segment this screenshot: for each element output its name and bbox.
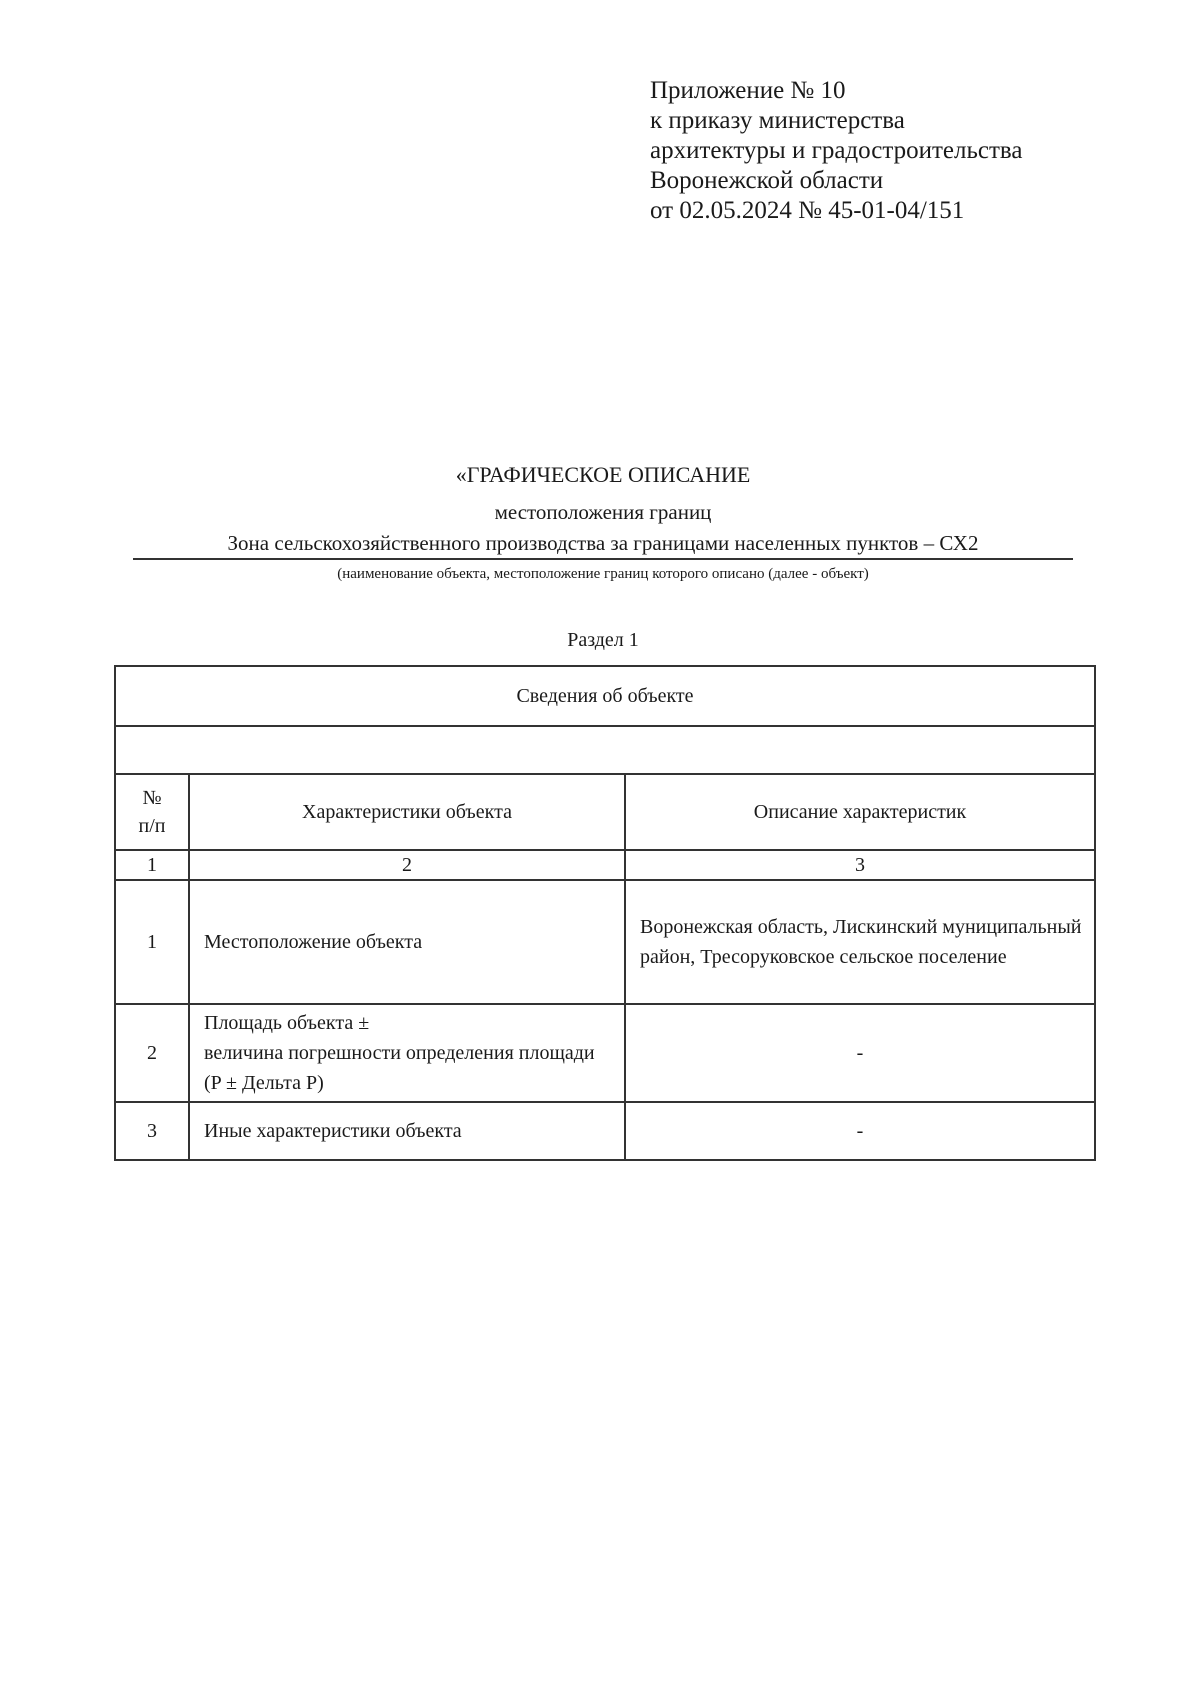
index-cell-2: 2 bbox=[189, 850, 625, 880]
header-characteristics: Характеристики объекта bbox=[189, 774, 625, 850]
row-characteristic: Иные характеристики объекта bbox=[189, 1102, 625, 1160]
row-characteristic bbox=[189, 1004, 625, 1102]
table-row bbox=[115, 1004, 1095, 1102]
table-blank-cell bbox=[115, 726, 1095, 774]
table-row bbox=[115, 880, 1095, 1004]
table-heading: Сведения об объекте bbox=[115, 666, 1095, 726]
object-info-table bbox=[114, 665, 1096, 1161]
header-number-abbr: п/п bbox=[138, 815, 166, 837]
document-title: «ГРАФИЧЕСКОЕ ОПИСАНИЕ bbox=[455, 462, 751, 487]
header-number-sign: № bbox=[142, 787, 162, 809]
row-characteristic: Местоположение объекта bbox=[189, 880, 625, 1004]
index-cell-1: 1 bbox=[115, 850, 189, 880]
row-number: 1 bbox=[115, 880, 189, 1004]
table-header-row bbox=[115, 774, 1095, 850]
appendix-ministry-line: архитектуры и градостроительства bbox=[650, 137, 1023, 164]
object-name-caption: (наименование объекта, местоположение границ которого описано (далее - объект) bbox=[337, 566, 869, 582]
row-characteristic-line1: Площадь объекта ± bbox=[204, 1012, 370, 1034]
row-description: - bbox=[625, 1102, 1095, 1160]
row-characteristic-line2: величина погрешности определения площади (P ± Дельта P) bbox=[204, 1042, 595, 1094]
row-description: Воронежская область, Лискинский муниципальный район, Тресоруковское сельское поселение bbox=[625, 880, 1095, 1004]
appendix-order-line: к приказу министерства bbox=[650, 107, 905, 134]
appendix-region-line: Воронежской области bbox=[650, 167, 884, 194]
appendix-date-line: от 02.05.2024 № 45-01-04/151 bbox=[650, 197, 965, 224]
appendix-header bbox=[650, 76, 1022, 226]
header-description: Описание характеристик bbox=[625, 774, 1095, 850]
row-description: - bbox=[625, 1004, 1095, 1102]
table-index-row bbox=[115, 850, 1095, 880]
row-number: 2 bbox=[115, 1004, 189, 1102]
appendix-number: Приложение № 10 bbox=[650, 77, 846, 104]
header-number bbox=[115, 774, 189, 850]
table-heading-row bbox=[115, 666, 1095, 726]
table-row bbox=[115, 1102, 1095, 1160]
row-number: 3 bbox=[115, 1102, 189, 1160]
table-blank-row bbox=[115, 726, 1095, 774]
document-subtitle: местоположения границ bbox=[494, 500, 712, 524]
index-cell-3: 3 bbox=[625, 850, 1095, 880]
section-label: Раздел 1 bbox=[567, 629, 639, 651]
object-name: Зона сельскохозяйственного производства за границами населенных пунктов – СХ2 bbox=[133, 528, 1073, 560]
